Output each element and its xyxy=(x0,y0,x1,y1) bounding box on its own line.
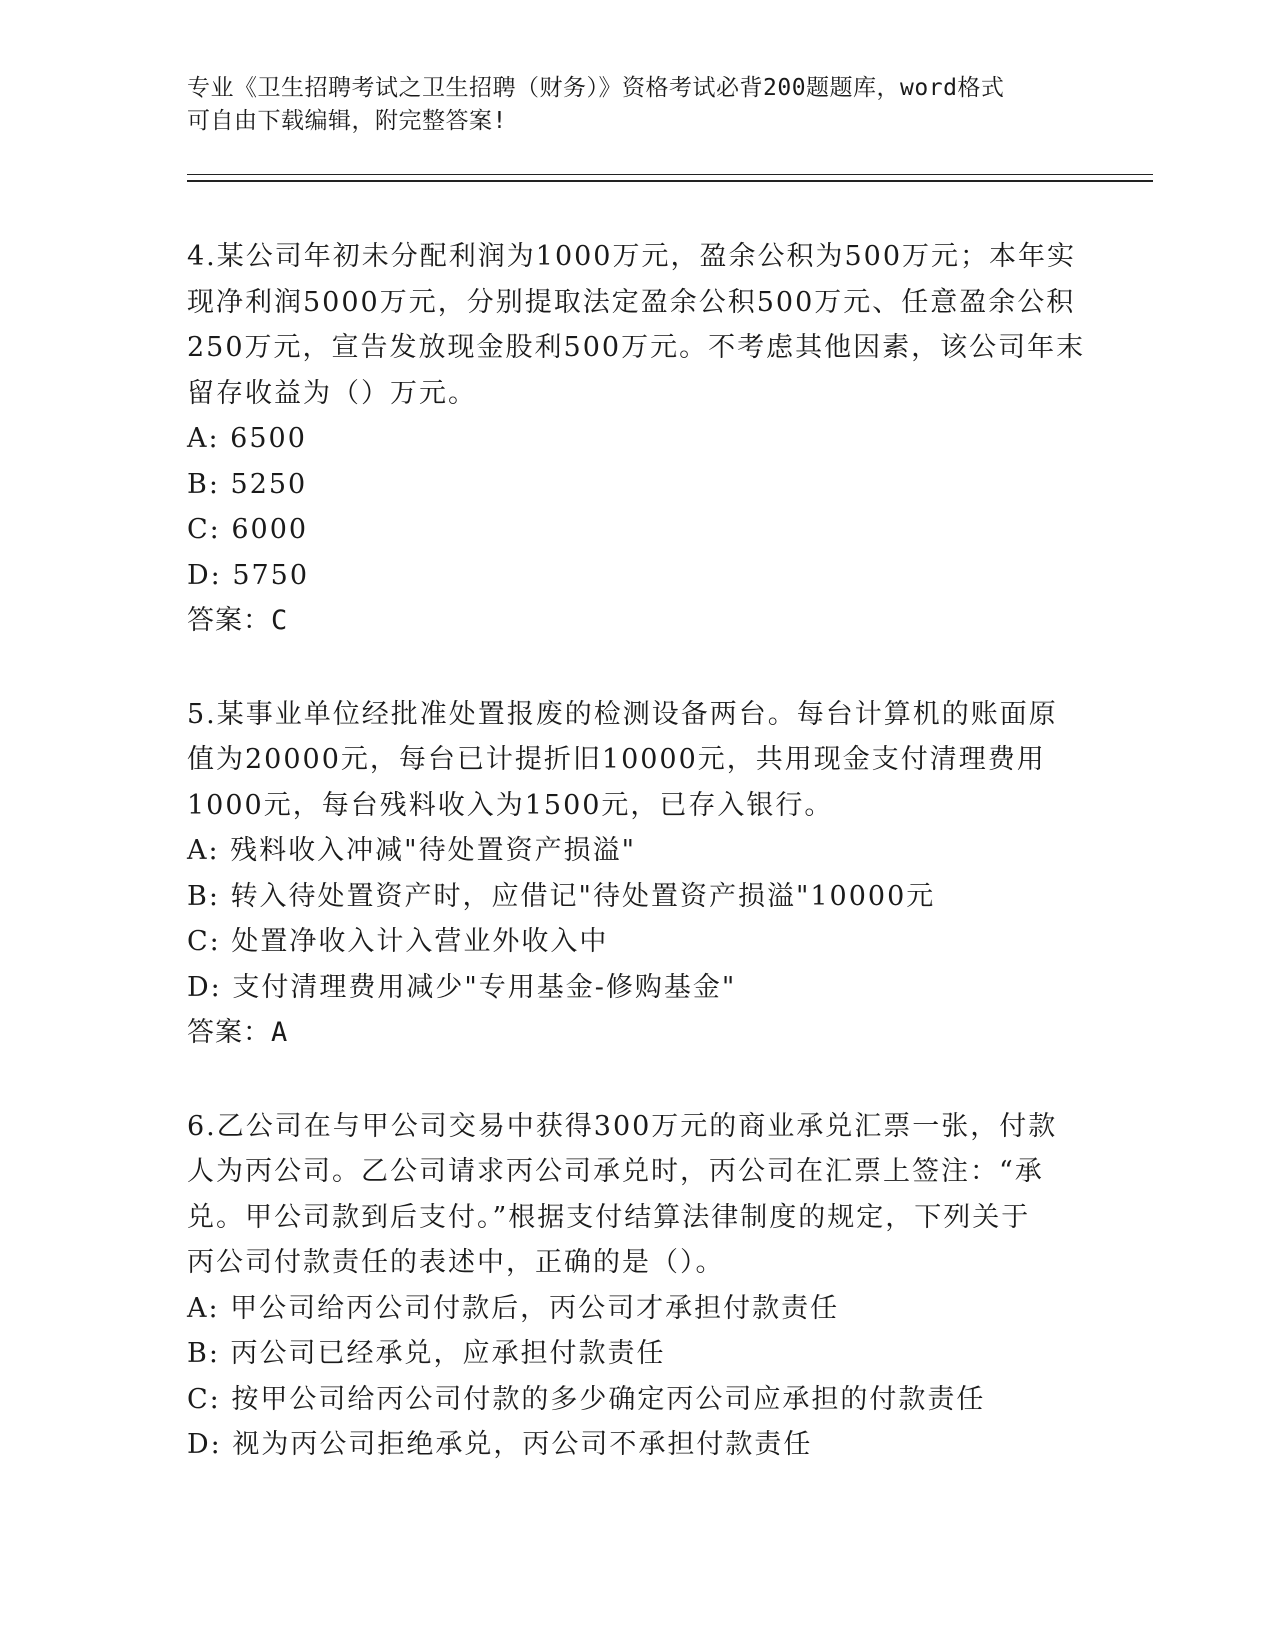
header-divider-thick xyxy=(187,180,1153,182)
question-stem-line: 值为20000元，每台已计提折旧10000元，共用现金支付清理费用 xyxy=(187,744,1046,775)
option-b: B: 丙公司已经承兑，应承担付款责任 xyxy=(187,1338,666,1369)
option-c: C: 按甲公司给丙公司付款的多少确定丙公司应承担的付款责任 xyxy=(187,1383,986,1415)
question-stem-line: 1000元，每台残料收入为1500元，已存入银行。 xyxy=(187,789,834,821)
question-list xyxy=(187,234,1087,1468)
option-d: D: 5750 xyxy=(187,559,310,591)
question-stem-line: 5.某事业单位经批准处置报废的检测设备两台。每台计算机的账面原 xyxy=(187,698,1058,730)
question-5 xyxy=(187,692,1087,1056)
option-a: A: 甲公司给丙公司付款后，丙公司才承担付款责任 xyxy=(187,1292,840,1324)
question-stem-line: 丙公司付款责任的表述中，正确的是（）。 xyxy=(187,1247,725,1278)
question-stem-line: 现净利润5000万元，分别提取法定盈余公积500万元、任意盈余公积 xyxy=(187,286,1076,318)
option-c: C: 处置净收入计入营业外收入中 xyxy=(187,926,609,957)
option-a: A: 6500 xyxy=(187,423,307,454)
option-d: D: 支付清理费用减少"专用基金-修购基金" xyxy=(187,971,737,1003)
header-divider-thin xyxy=(187,174,1153,175)
header-line-2: 可自由下载编辑，附完整答案! xyxy=(187,108,507,134)
question-stem-line: 留存收益为（）万元。 xyxy=(187,377,477,409)
option-c: C: 6000 xyxy=(187,514,309,545)
question-4 xyxy=(187,234,1087,644)
question-stem-line: 6.乙公司在与甲公司交易中获得300万元的商业承兑汇票一张，付款 xyxy=(187,1110,1058,1142)
question-stem-line: 兑。甲公司款到后支付。”根据支付结算法律制度的规定，下列关于 xyxy=(187,1201,1031,1233)
option-b: B: 转入待处置资产时，应借记"待处置资产损溢"10000元 xyxy=(187,880,936,912)
answer-line: 答案：C xyxy=(187,605,289,636)
option-d: D: 视为丙公司拒绝承兑，丙公司不承担付款责任 xyxy=(187,1429,813,1460)
option-a: A: 残料收入冲减"待处置资产损溢" xyxy=(187,835,637,866)
question-stem-line: 4.某公司年初未分配利润为1000万元，盈余公积为500万元；本年实 xyxy=(187,241,1077,272)
question-6 xyxy=(187,1104,1087,1468)
question-stem-line: 250万元，宣告发放现金股利500万元。不考虑其他因素，该公司年末 xyxy=(187,332,1086,363)
question-spacer xyxy=(187,1056,1087,1104)
question-stem-line: 人为丙公司。乙公司请求丙公司承兑时，丙公司在汇票上签注：“承 xyxy=(187,1156,1044,1187)
option-b: B: 5250 xyxy=(187,468,308,500)
document-header xyxy=(187,72,1087,138)
question-spacer xyxy=(187,644,1087,692)
answer-line: 答案：A xyxy=(187,1017,289,1048)
header-line-1: 专业《卫生招聘考试之卫生招聘（财务）》资格考试必背200题题库，word格式 xyxy=(187,75,1005,101)
